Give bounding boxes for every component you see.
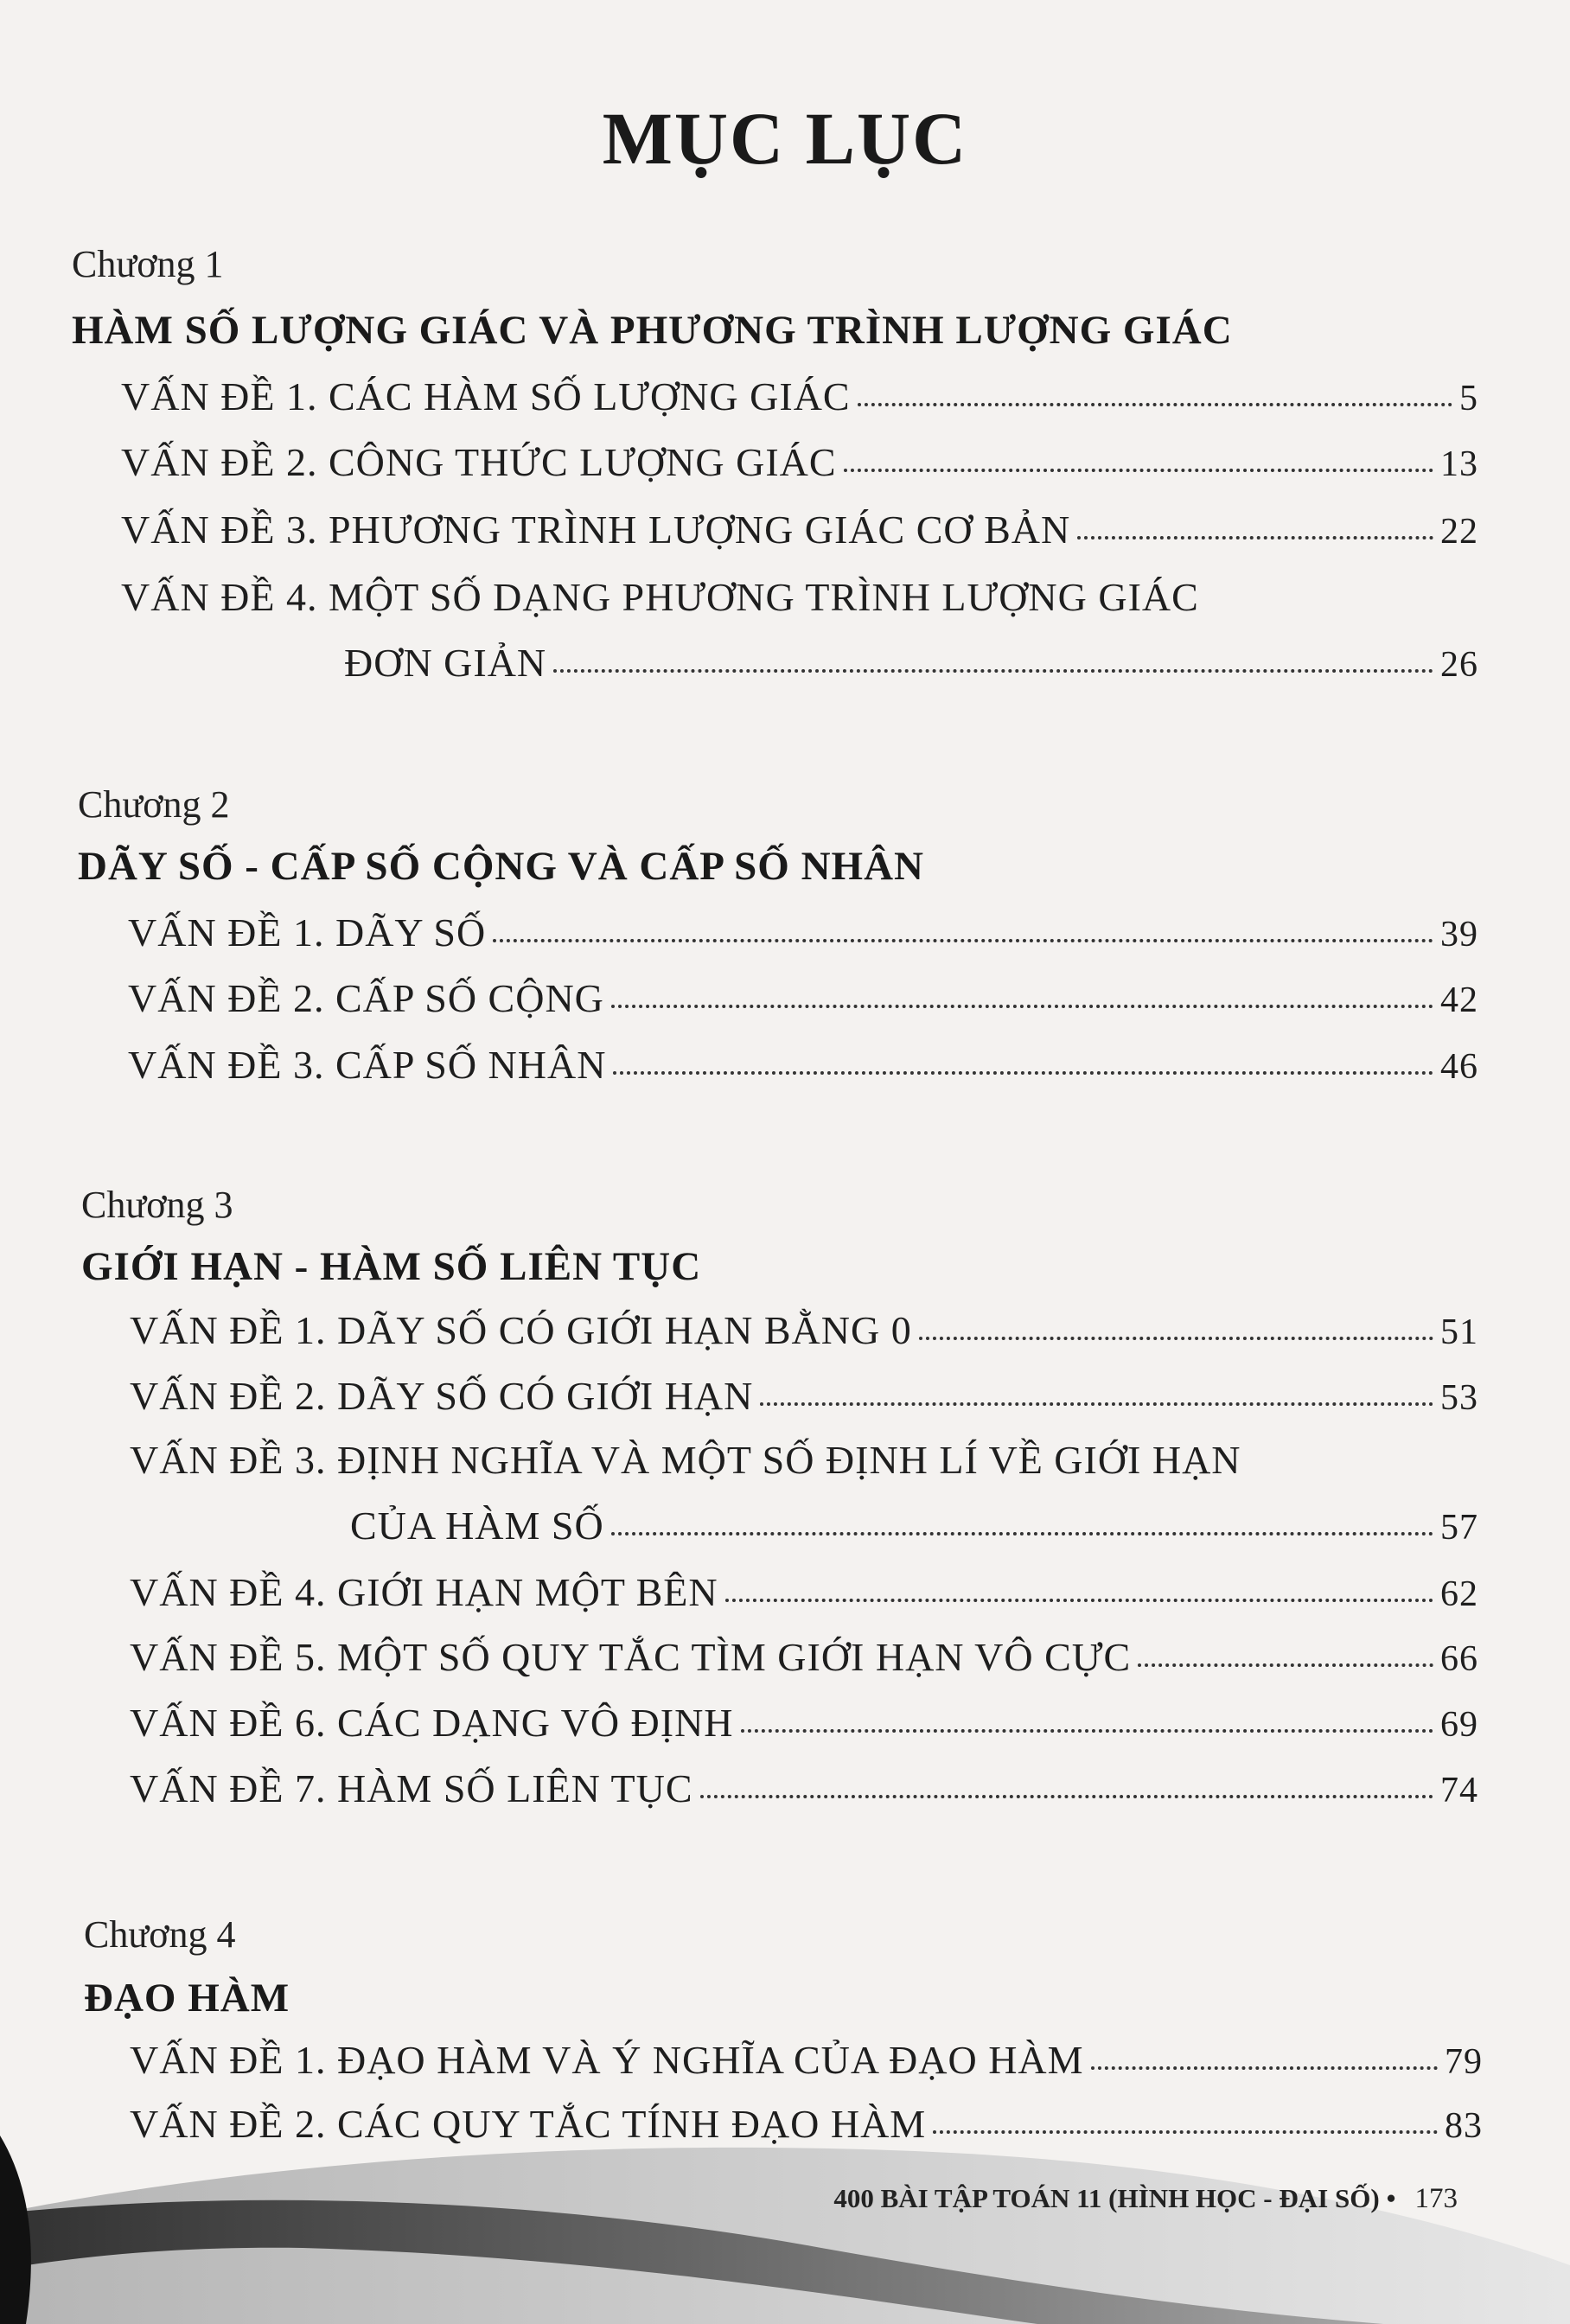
chapter-title: ĐẠO HÀM	[84, 1976, 290, 2021]
page-number: 46	[1440, 1047, 1478, 1087]
entry-label: VẤN ĐỀ 3. PHƯƠNG TRÌNH LƯỢNG GIÁC CƠ BẢN	[121, 508, 1071, 552]
page-number: 39	[1440, 915, 1478, 954]
page-number: 74	[1440, 1771, 1478, 1810]
entry-label: VẤN ĐỀ 1. DÃY SỐ CÓ GIỚI HẠN BẰNG 0	[130, 1308, 912, 1352]
page-number: 53	[1440, 1378, 1478, 1418]
page-number: 13	[1440, 444, 1478, 484]
entry-label: VẤN ĐỀ 3. CẤP SỐ NHÂN	[128, 1043, 607, 1087]
entry-label: VẤN ĐỀ 6. CÁC DẠNG VÔ ĐỊNH	[130, 1701, 734, 1745]
entry-label: VẤN ĐỀ 1. CÁC HÀM SỐ LƯỢNG GIÁC	[121, 374, 851, 418]
footer-page-number: 173	[1414, 2183, 1458, 2214]
entry-label: VẤN ĐỀ 4. GIỚI HẠN MỘT BÊN	[130, 1570, 718, 1614]
page-number: 79	[1445, 2042, 1483, 2082]
chapter-label: Chương 3	[81, 1184, 233, 1226]
page-number: 57	[1440, 1508, 1478, 1548]
chapter-title: DÃY SỐ - CẤP SỐ CỘNG VÀ CẤP SỐ NHÂN	[78, 844, 924, 889]
page-number: 69	[1440, 1705, 1478, 1745]
footer-book-title: 400 BÀI TẬP TOÁN 11 (HÌNH HỌC - ĐẠI SỐ)	[833, 2183, 1380, 2213]
page-number: 62	[1440, 1574, 1478, 1614]
entry-label: VẤN ĐỀ 7. HÀM SỐ LIÊN TỤC	[130, 1766, 693, 1810]
page-number: 26	[1440, 645, 1478, 685]
entry-label: VẤN ĐỀ 1. DÃY SỐ	[128, 910, 487, 954]
page-number: 66	[1440, 1639, 1478, 1679]
entry-label: VẤN ĐỀ 2. CÔNG THỨC LƯỢNG GIÁC	[121, 440, 837, 484]
entry-label-continuation: CỦA HÀM SỐ	[350, 1504, 604, 1548]
chapter-title: GIỚI HẠN - HÀM SỐ LIÊN TỤC	[81, 1244, 702, 1289]
entry-label[interactable]: VẤN ĐỀ 4. MỘT SỐ DẠNG PHƯƠNG TRÌNH LƯỢNG GIÁC	[121, 575, 1199, 619]
entry-label: VẤN ĐỀ 2. DÃY SỐ CÓ GIỚI HẠN	[130, 1374, 754, 1418]
chapter-label: Chương 1	[72, 243, 224, 285]
entry-label-continuation: ĐƠN GIẢN	[344, 641, 547, 685]
chapter-title: HÀM SỐ LƯỢNG GIÁC VÀ PHƯƠNG TRÌNH LƯỢNG GIÁC	[72, 308, 1233, 353]
entry-label[interactable]: VẤN ĐỀ 3. ĐỊNH NGHĨA VÀ MỘT SỐ ĐỊNH LÍ VỀ GIỚI HẠN	[130, 1438, 1241, 1482]
page-number: 22	[1440, 512, 1478, 552]
page-number: 42	[1440, 980, 1478, 1020]
page-title: MỤC LỤC	[602, 97, 968, 180]
chapter-label: Chương 4	[84, 1913, 236, 1956]
page-number: 83	[1445, 2106, 1483, 2146]
entry-label: VẤN ĐỀ 5. MỘT SỐ QUY TẮC TÌM GIỚI HẠN VÔ CỰC	[130, 1635, 1132, 1679]
page-number: 5	[1459, 379, 1478, 418]
footer-separator: •	[1386, 2183, 1396, 2213]
entry-label: VẤN ĐỀ 1. ĐẠO HÀM VÀ Ý NGHĨA CỦA ĐẠO HÀM	[130, 2038, 1084, 2082]
entry-label: VẤN ĐỀ 2. CẤP SỐ CỘNG	[128, 976, 604, 1020]
page-footer	[833, 2183, 1458, 2215]
page-number: 51	[1440, 1312, 1478, 1352]
chapter-label: Chương 2	[78, 783, 230, 826]
entry-label: VẤN ĐỀ 2. CÁC QUY TẮC TÍNH ĐẠO HÀM	[130, 2102, 927, 2146]
